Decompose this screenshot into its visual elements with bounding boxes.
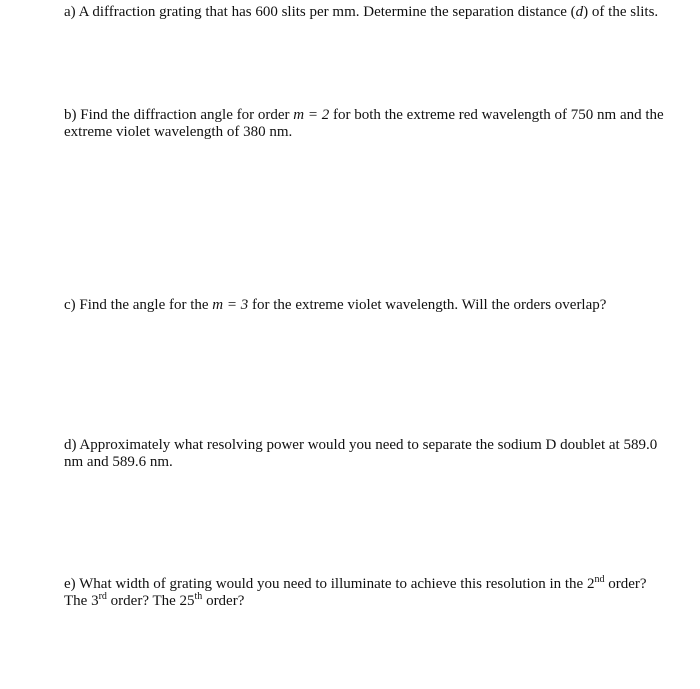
question-a-text-1: a) A diffraction grating that has 600 slits per mm. Determine the separation distance (: [64, 4, 576, 20]
question-d-text: d) Approximately what resolving power would you need to separate the sodium D doublet at 589.0 nm and 589.6 nm.: [64, 437, 658, 470]
question-c: [64, 297, 664, 314]
question-e-text-3: order? The 25: [106, 593, 195, 609]
question-e-text-4: order?: [202, 593, 245, 609]
variable-d: d: [575, 4, 584, 20]
question-b-text-2: for both the extreme red wavelength of 750 nm and the extreme violet wavelength of 380 nm.: [64, 107, 664, 140]
question-d: [64, 437, 664, 471]
question-a: [64, 4, 664, 21]
variable-m-3: m = 3: [212, 297, 249, 313]
question-c-text-1: c) Find the angle for the: [64, 297, 213, 313]
superscript-nd: nd: [594, 574, 605, 585]
question-a-text-2: ) of the slits.: [583, 4, 659, 20]
question-e-text-2: order? The 3: [64, 576, 647, 609]
superscript-th: th: [194, 591, 203, 602]
question-e-text-1: e) What width of grating would you need to illuminate to achieve this resolution in the 2: [64, 576, 595, 592]
question-b-text-1: b) Find the diffraction angle for order: [64, 107, 294, 123]
superscript-rd: rd: [98, 591, 107, 602]
question-c-text-2: for the extreme violet wavelength. Will the orders overlap?: [248, 297, 607, 313]
variable-m-2: m = 2: [293, 107, 330, 123]
question-e: [64, 576, 664, 610]
question-b: [64, 107, 664, 141]
